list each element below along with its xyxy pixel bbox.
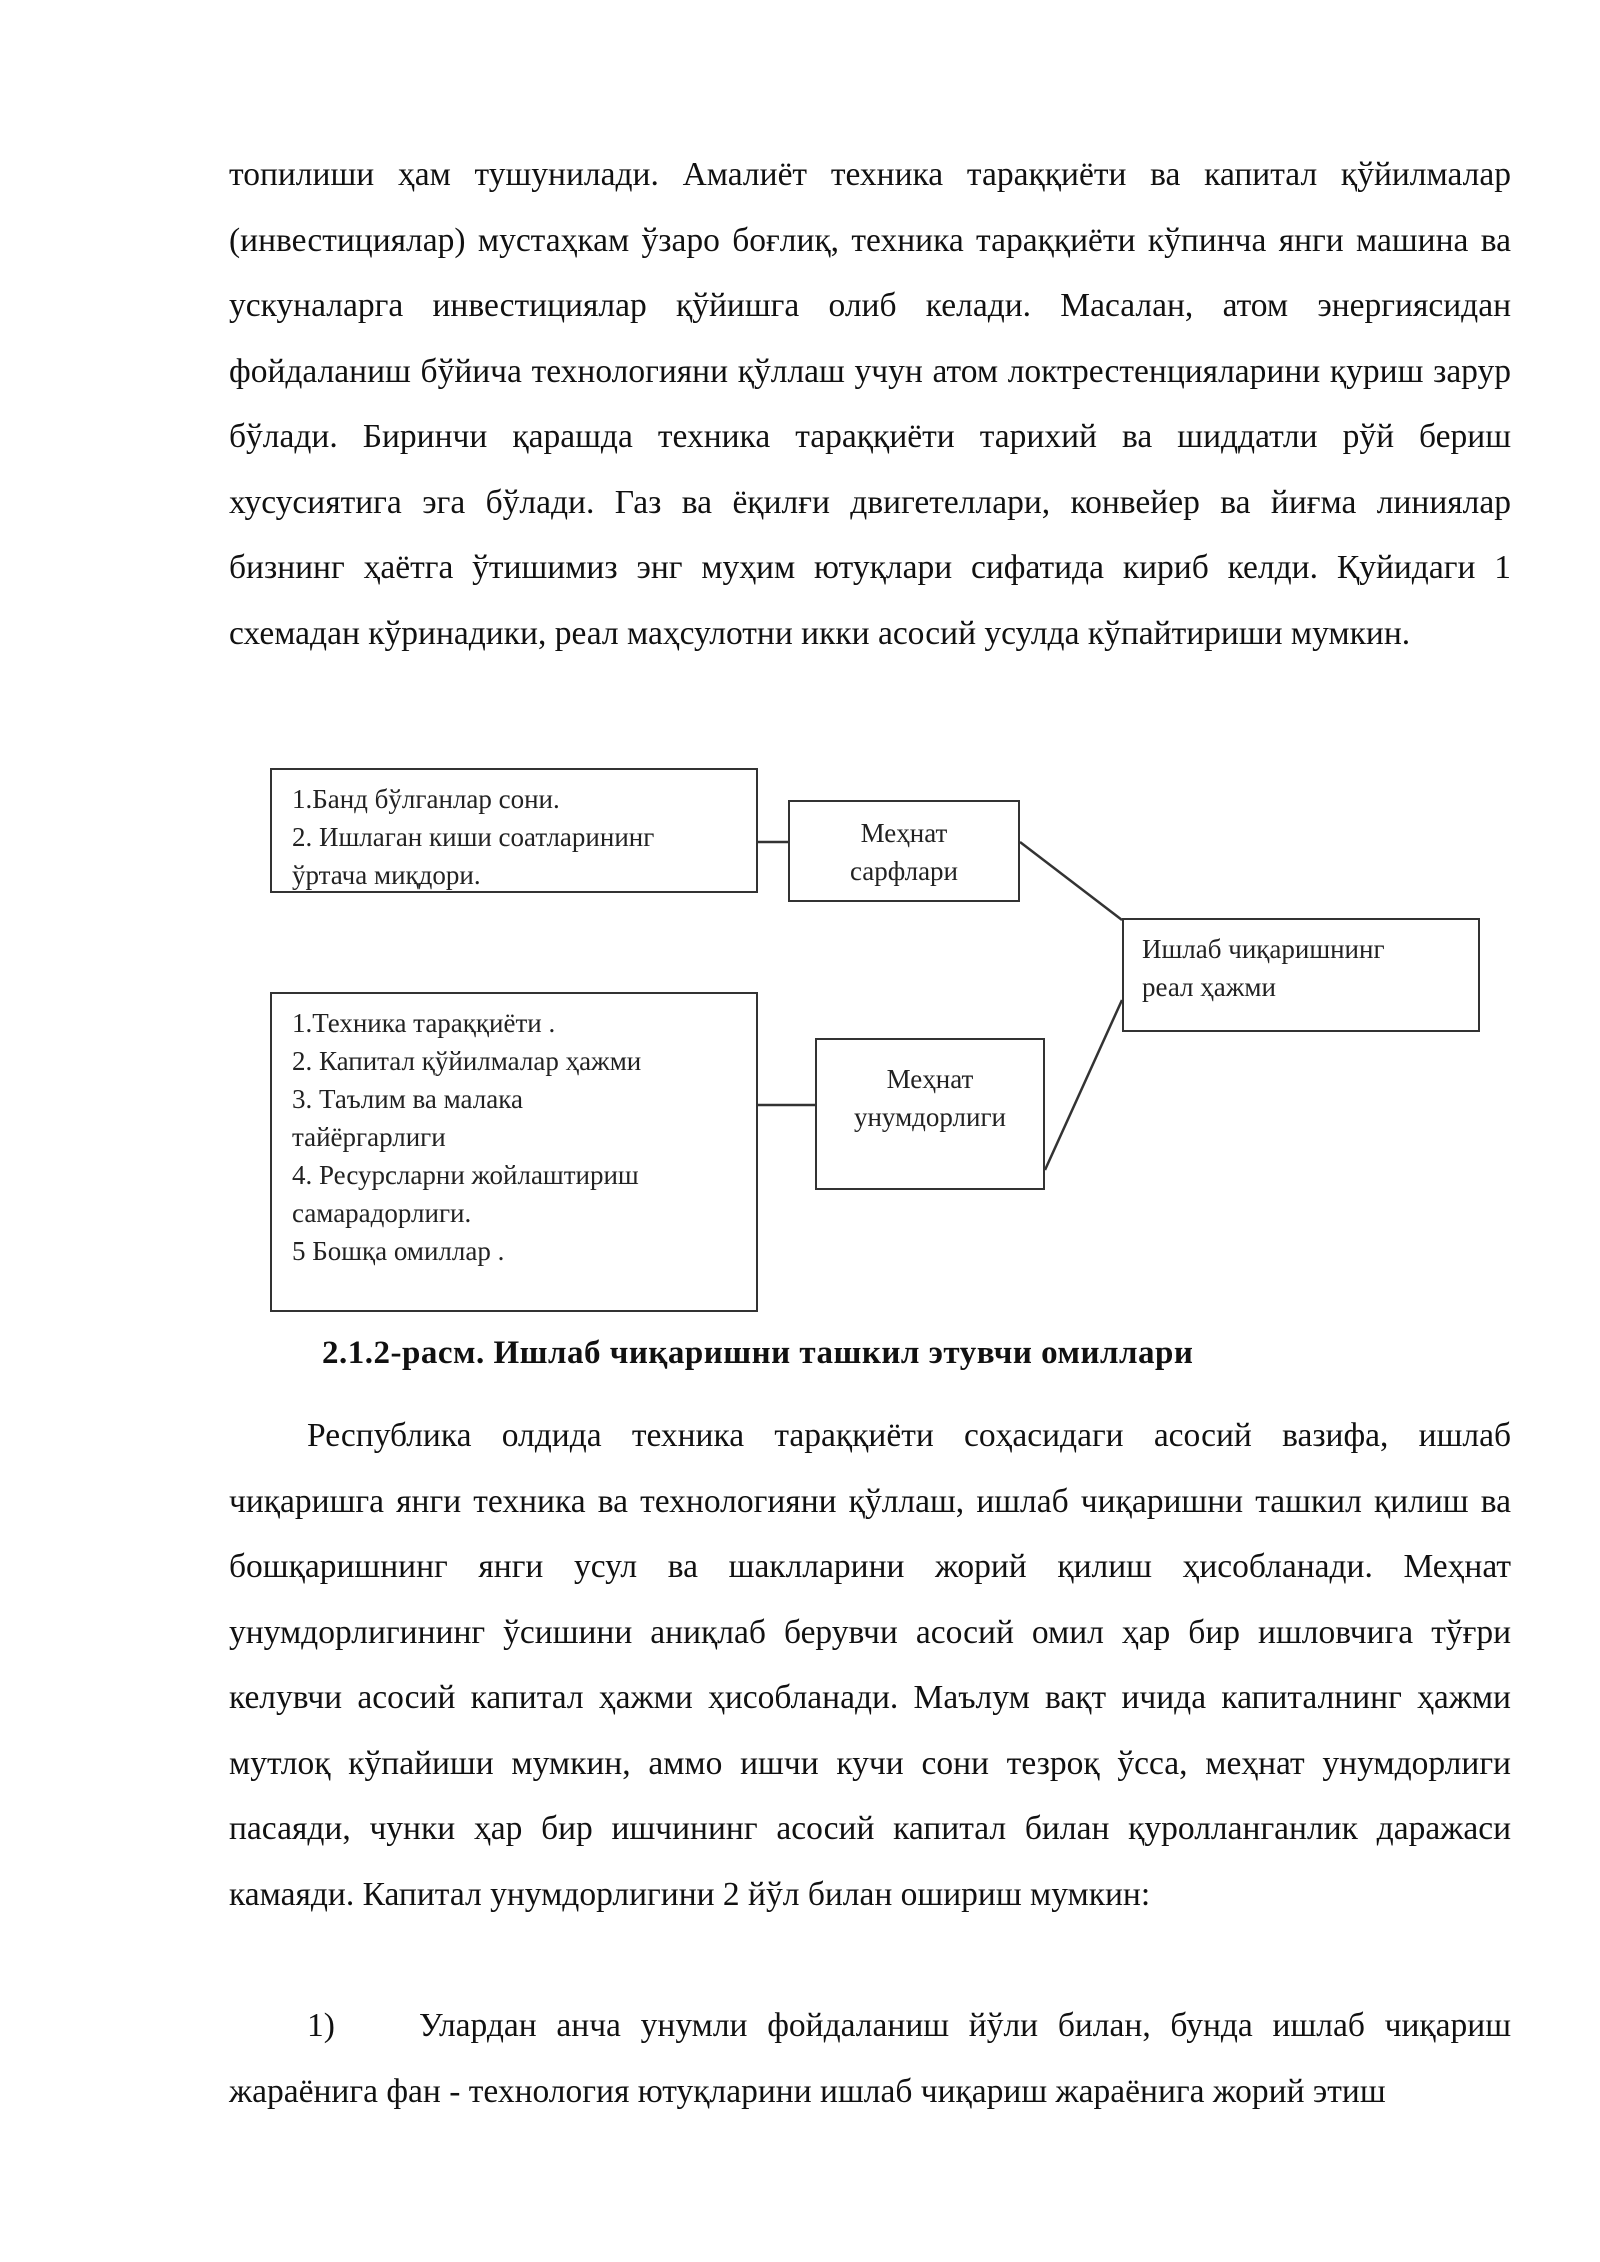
box-line: 3. Таълим ва малака [292, 1084, 523, 1114]
box-line: ўртача миқдори. [292, 860, 481, 890]
box-line: 2. Капитал қўйилмалар ҳажми [292, 1046, 642, 1076]
connector-line-bottom-right [1045, 1000, 1122, 1170]
factors-diagram [260, 760, 1500, 1320]
box-line: 2. Ишлаган киши соатларининг [292, 822, 655, 852]
list-item-text: Улардан анча унумли фойдаланиш йўли билан, бунда ишлаб чиқариш жараёнига фан - технология ютуқларини ишлаб чиқариш жараёнига жорий этиш [229, 2007, 1511, 2110]
box-line: унумдорлиги [853, 1102, 1006, 1132]
box-line: самарадорлиги. [292, 1198, 472, 1228]
box-line: 5 Бошқа омиллар . [292, 1236, 505, 1266]
box-line: Меҳнат [860, 818, 948, 848]
box-line: реал ҳажми [1142, 972, 1276, 1002]
box-labor-costs [788, 800, 1020, 902]
figure-caption: 2.1.2-расм. Ишлаб чиқаришни ташкил этувчи омиллари [322, 1335, 1194, 1371]
paragraph-2: Республика олдида техника тараққиёти соҳасидаги асосий вазифа, ишлаб чиқаришга янги техника ва технологияни қўллаш, ишлаб чиқаришни ташкил қилиш ва бошқаришнинг янги усул ва шаклларини жорий қилиш ҳисобланади. Меҳнат унумдорлигининг ўсишини аниқлаб берувчи асосий омил ҳар бир ишловчига тўғри келувчи асосий капитал ҳажми ҳисобланади. Маълум вақт ичида капиталнинг ҳажми мутлоқ кўпайиши мумкин, аммо ишчи кучи сони тезроқ ўсса, меҳнат унумдорлиги пасаяди, чунки ҳар бир ишчининг асосий капитал билан қуролланганлик даражаси камаяди. Капитал унумдорлигини 2 йўл билан ошириш мумкин: [229, 1417, 1511, 1913]
box-line: тайёргарлиги [292, 1122, 446, 1152]
box-real-output [1122, 918, 1480, 1032]
list-item-1 [229, 1993, 1511, 2124]
box-productivity [815, 1038, 1045, 1190]
connector-line-top-right [1020, 842, 1122, 920]
box-productivity-factors [270, 992, 758, 1312]
box-line: 4. Ресурсларни жойлаштириш [292, 1160, 639, 1190]
box-line: Ишлаб чиқаришнинг [1142, 934, 1385, 964]
box-line: сарфлари [849, 856, 959, 886]
box-line: Меҳнат [886, 1064, 974, 1094]
paragraph-1: топилиши ҳам тушунилади. Амалиёт техника тараққиёти ва капитал қўйилмалар (инвестициялар) мустаҳкам ўзаро боғлиқ, техника тараққиёти кўпинча янги машина ва ускуналарга инвестициялар қўйишга олиб келади. Масалан, атом энергиясидан фойдаланиш бўйича технологияни қўллаш учун атом локтрестенцияларини қуриш зарур бўлади. Биринчи қарашда техника тараққиёти тарихий ва шиддатли рўй бериш хусусиятига эга бўлади. Газ ва ёқилғи двигетеллари, конвейер ва йиғма линиялар бизнинг ҳаётга ўтишимиз энг муҳим ютуқлари сифатида кириб келди. Қуйидаги 1 схемадан кўринадики, реал маҳсулотни икки асосий усулда кўпайтириши мумкин. [229, 156, 1511, 652]
box-line: 1.Банд бўлганлар сони. [292, 784, 560, 814]
list-item-number: 1) [307, 2007, 335, 2044]
box-line: 1.Техника тараққиёти . [292, 1008, 556, 1038]
box-labor-factors [270, 768, 758, 893]
